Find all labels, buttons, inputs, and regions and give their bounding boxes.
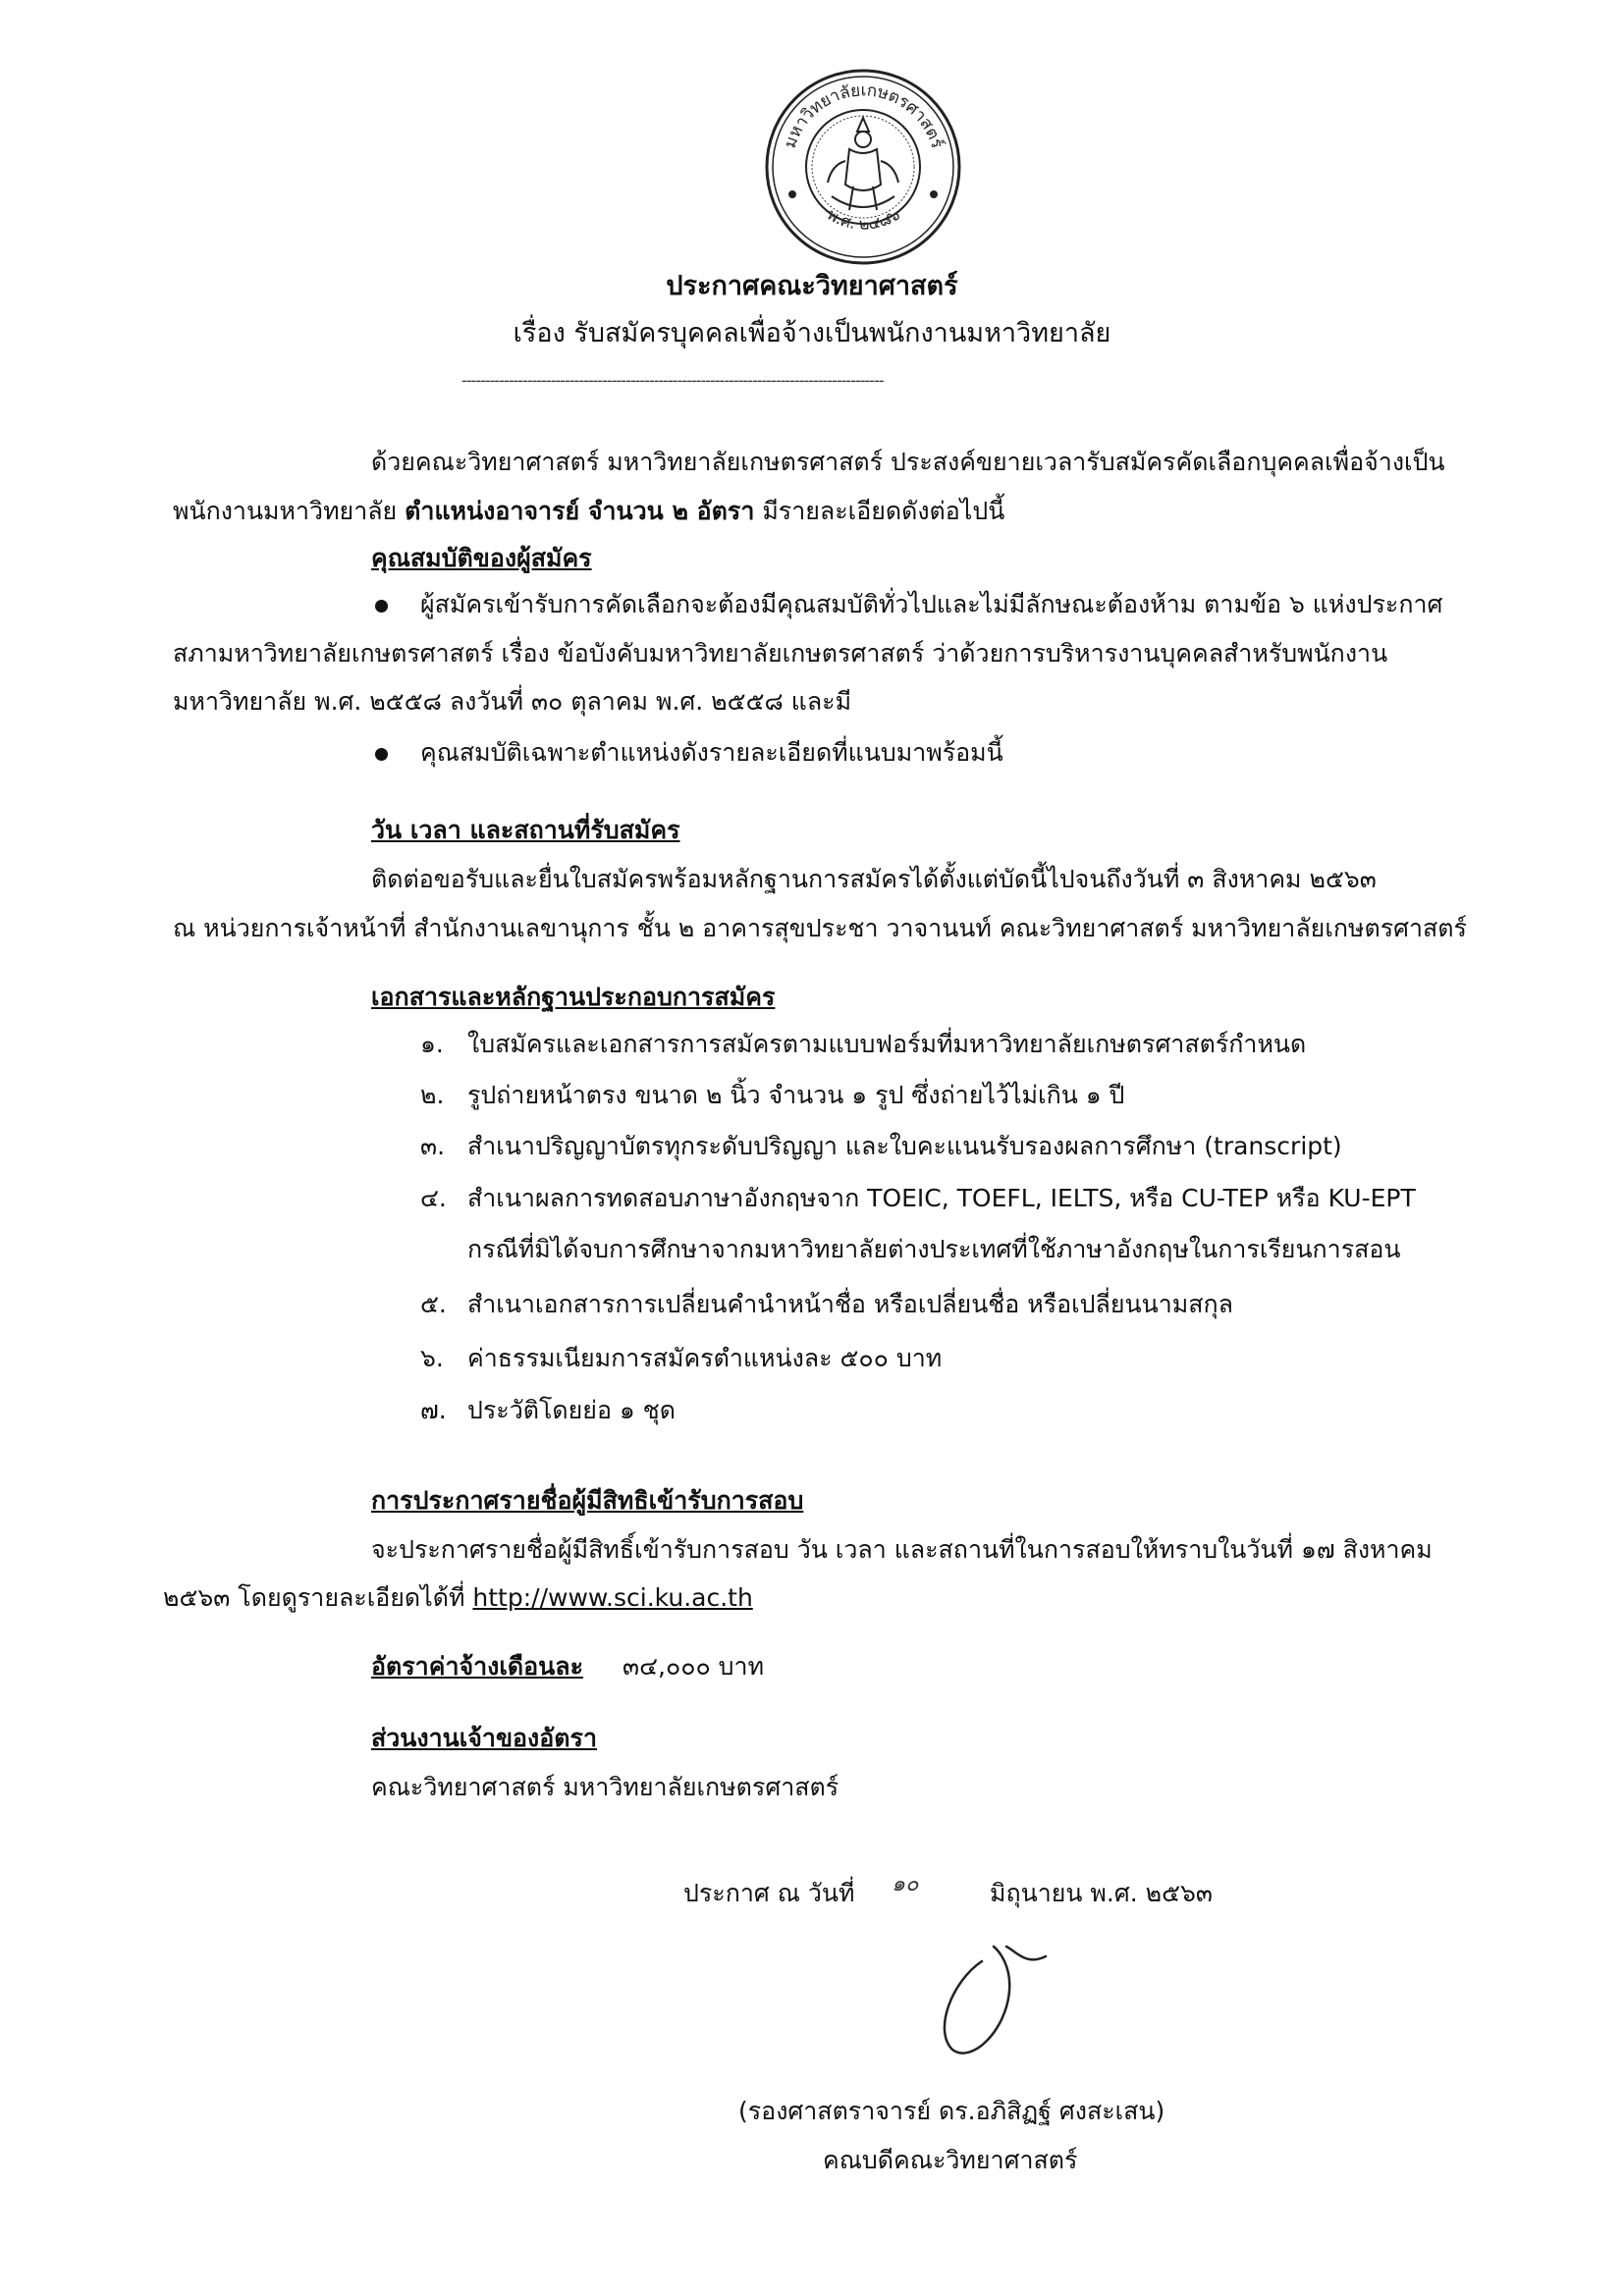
document-item: ประวัติโดยย่อ ๑ ชุด — [467, 1396, 676, 1424]
announcement-line-1: จะประกาศรายชื่อผู้มีสิทธิ์เข้ารับการสอบ วัน เวลา และสถานที่ในการสอบให้ทราบในวันที่ ๑๗ สิงหาคม — [371, 1535, 1433, 1564]
header-divider: ------------------------------------------------------------------------------------------ — [461, 371, 884, 390]
bullet-icon — [375, 748, 388, 761]
document-item-num: ๓. — [420, 1132, 446, 1160]
application-line-1: ติดต่อขอรับและยื่นใบสมัครพร้อมหลักฐานการสมัครได้ตั้งแต่บัดนี้ไปจนถึงวันที่ ๓ สิงหาคม ๒๕๖๓ — [371, 865, 1377, 893]
qualification-2: คุณสมบัติเฉพาะตำแหน่งดังรายละเอียดที่แนบมาพร้อมนี้ — [420, 738, 1003, 767]
owner-heading: ส่วนงานเจ้าของอัตรา — [371, 1724, 597, 1752]
announcement-line-2: ๒๕๖๓ โดยดูรายละเอียดได้ที่ http://www.sci.ku.ac.th — [163, 1583, 753, 1612]
signatory-name: (รองศาสตราจารย์ ดร.อภิสิฏฐ์ ศงสะเสน) — [738, 2097, 1165, 2125]
faculty-website-link[interactable]: http://www.sci.ku.ac.th — [472, 1583, 753, 1612]
application-line-2: ณ หน่วยการเจ้าหน้าที่ สำนักงานเลขานุการ ชั้น ๒ อาคารสุขประชา วาจานนท์ คณะวิทยาศาสตร์ มหาวิทยาลัยเกษตรศาสตร์ — [173, 914, 1467, 942]
announcement-heading: การประกาศรายชื่อผู้มีสิทธิเข้ารับการสอบ — [371, 1486, 804, 1515]
bullet-icon — [375, 600, 388, 613]
signature-icon — [913, 1922, 1090, 2069]
document-item-num: ๖. — [420, 1344, 444, 1372]
document-item: สำเนาปริญญาบัตรทุกระดับปริญญา และใบคะแนนรับรองผลการศึกษา (transcript) — [467, 1132, 1342, 1160]
handwritten-day: ๑๐ — [892, 1872, 919, 1896]
intro-line-2: พนักงานมหาวิทยาลัย ตำแหน่งอาจารย์ จำนวน ๒ อัตรา มีรายละเอียดดังต่อไปนี้ — [173, 497, 1005, 525]
document-item: สำเนาเอกสารการเปลี่ยนคำนำหน้าชื่อ หรือเปลี่ยนชื่อ หรือเปลี่ยนนามสกุล — [467, 1290, 1233, 1318]
document-item: รูปถ่ายหน้าตรง ขนาด ๒ นิ้ว จำนวน ๑ รูป ซึ่งถ่ายไว้ไม่เกิน ๑ ปี — [467, 1081, 1125, 1109]
document-subject: เรื่อง รับสมัครบุคคลเพื่อจ้างเป็นพนักงานมหาวิทยาลัย — [513, 318, 1111, 348]
salary-label: อัตราค่าจ้างเดือนละ — [371, 1652, 584, 1681]
university-seal-icon — [763, 67, 964, 268]
document-item-num: ๗. — [420, 1396, 447, 1424]
intro-line-1: ด้วยคณะวิทยาศาสตร์ มหาวิทยาลัยเกษตรศาสตร์ ประสงค์ขยายเวลารับสมัครคัดเลือกบุคคลเพื่อจ้างเป็น — [371, 448, 1445, 476]
document-item-num: ๔. — [420, 1184, 447, 1212]
qualification-1-line-3: มหาวิทยาลัย พ.ศ. ๒๕๕๘ ลงวันที่ ๓๐ ตุลาคม พ.ศ. ๒๕๕๘ และมี — [173, 687, 852, 716]
qualifications-heading: คุณสมบัติของผู้สมัคร — [371, 544, 592, 572]
salary-value: ๓๔,๐๐๐ บาท — [623, 1652, 765, 1681]
document-title: ประกาศคณะวิทยาศาสตร์ — [666, 271, 958, 301]
announcement-date-suffix: มิถุนายน พ.ศ. ๒๕๖๓ — [990, 1879, 1213, 1907]
qualification-1-line-2: สภามหาวิทยาลัยเกษตรศาสตร์ เรื่อง ข้อบังคับมหาวิทยาลัยเกษตรศาสตร์ ว่าด้วยการบริหารงานบุคคลสำหรับพนักงาน — [173, 639, 1388, 667]
document-item-num: ๒. — [420, 1081, 445, 1109]
document-item-num: ๑. — [420, 1030, 444, 1058]
svg-text:มหาวิทยาลัยเกษตรศาสตร์: มหาวิทยาลัยเกษตรศาสตร์ — [780, 80, 947, 151]
document-item-num: ๕. — [420, 1290, 447, 1318]
document-item: ใบสมัครและเอกสารการสมัครตามแบบฟอร์มที่มหาวิทยาลัยเกษตรศาสตร์กำหนด — [467, 1030, 1307, 1058]
signatory-position: คณบดีคณะวิทยาศาสตร์ — [823, 2146, 1078, 2174]
position-and-count: ตำแหน่งอาจารย์ จำนวน ๒ อัตรา — [405, 497, 755, 525]
svg-text:พ.ศ. ๒๔๘๖: พ.ศ. ๒๔๘๖ — [824, 204, 903, 234]
owner-text: คณะวิทยาศาสตร์ มหาวิทยาลัยเกษตรศาสตร์ — [371, 1773, 839, 1801]
application-heading: วัน เวลา และสถานที่รับสมัคร — [371, 816, 680, 844]
qualification-1-line-1: ผู้สมัครเข้ารับการคัดเลือกจะต้องมีคุณสมบัติทั่วไปและไม่มีลักษณะต้องห้าม ตามข้อ ๖ แห่งประกาศ — [420, 590, 1443, 618]
announcement-date-prefix: ประกาศ ณ วันที่ — [683, 1879, 855, 1907]
document-item: ค่าธรรมเนียมการสมัครตำแหน่งละ ๕๐๐ บาท — [467, 1344, 943, 1372]
document-item: สำเนาผลการทดสอบภาษาอังกฤษจาก TOEIC, TOEFL, IELTS, หรือ CU-TEP หรือ KU-EPT — [467, 1184, 1416, 1212]
document-item-continued: กรณีที่มิได้จบการศึกษาจากมหาวิทยาลัยต่างประเทศที่ใช้ภาษาอังกฤษในการเรียนการสอน — [467, 1235, 1401, 1263]
documents-heading: เอกสารและหลักฐานประกอบการสมัคร — [371, 983, 776, 1011]
